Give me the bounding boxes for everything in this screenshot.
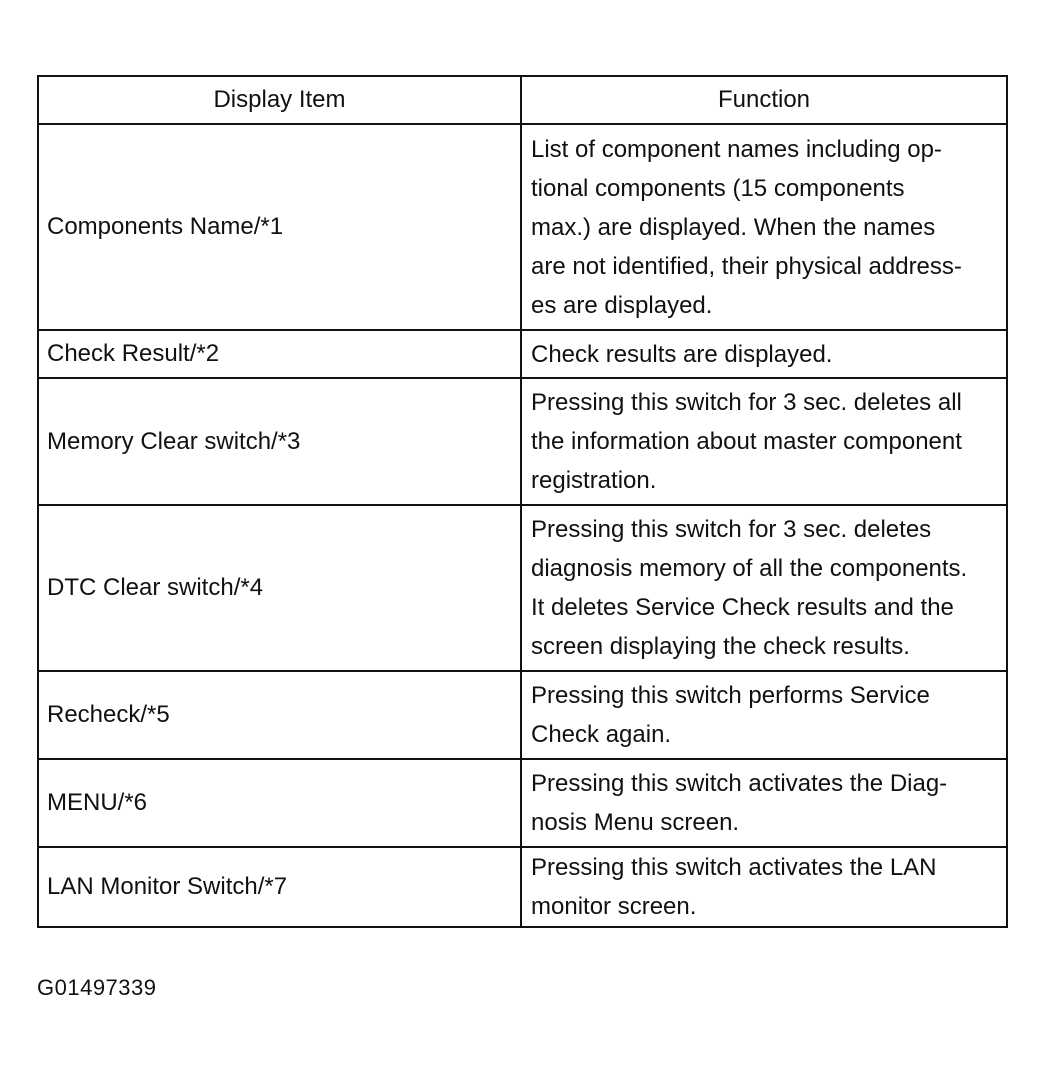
function-line: Pressing this switch activates the Diag-: [531, 770, 948, 797]
display-item-function-table: [37, 75, 1008, 928]
figure-id: G01497339: [37, 975, 157, 1000]
table-header-row: [38, 76, 1007, 124]
function-line: es are displayed.: [531, 291, 713, 319]
table-row: [38, 330, 1007, 378]
header-function: Function: [521, 76, 1007, 124]
function-line: List of component names including op-: [531, 135, 942, 163]
header-display-item: Display Item: [38, 76, 521, 124]
function-line: Check again.: [531, 721, 672, 748]
row-display-item: LAN Monitor Switch/*7: [38, 847, 521, 927]
table-row: [38, 505, 1007, 671]
table-row: [38, 759, 1007, 847]
function-line: are not identified, their physical address-: [531, 252, 962, 280]
row-function: [521, 671, 1007, 759]
function-line: registration.: [531, 467, 657, 494]
row-display-item: Components Name/*1: [38, 124, 521, 330]
row-display-item: MENU/*6: [38, 759, 521, 847]
function-line: nosis Menu screen.: [531, 809, 740, 836]
function-line: Pressing this switch performs Service: [531, 682, 930, 709]
row-function: [521, 330, 1007, 378]
function-line: screen displaying the check results.: [531, 633, 910, 660]
row-display-item: Recheck/*5: [38, 671, 521, 759]
function-line: Pressing this switch for 3 sec. deletes all: [531, 389, 962, 416]
table-row: [38, 847, 1007, 927]
function-line: tional components (15 components: [531, 174, 905, 202]
row-function: [521, 847, 1007, 927]
table-row: [38, 671, 1007, 759]
table-row: [38, 124, 1007, 330]
function-line: the information about master component: [531, 428, 962, 455]
row-function: [521, 759, 1007, 847]
function-line: Pressing this switch activates the LAN: [531, 854, 937, 881]
row-function: [521, 124, 1007, 330]
function-line: max.) are displayed. When the names: [531, 213, 936, 241]
row-display-item: Check Result/*2: [38, 330, 521, 378]
function-line: Pressing this switch for 3 sec. deletes: [531, 516, 932, 543]
row-display-item: DTC Clear switch/*4: [38, 505, 521, 671]
row-function: [521, 378, 1007, 505]
function-line: Check results are displayed.: [531, 340, 833, 368]
function-line: monitor screen.: [531, 893, 697, 920]
row-function: [521, 505, 1007, 671]
row-display-item: Memory Clear switch/*3: [38, 378, 521, 505]
function-line: It deletes Service Check results and the: [531, 594, 954, 621]
table-row: [38, 378, 1007, 505]
function-line: diagnosis memory of all the components.: [531, 555, 968, 582]
